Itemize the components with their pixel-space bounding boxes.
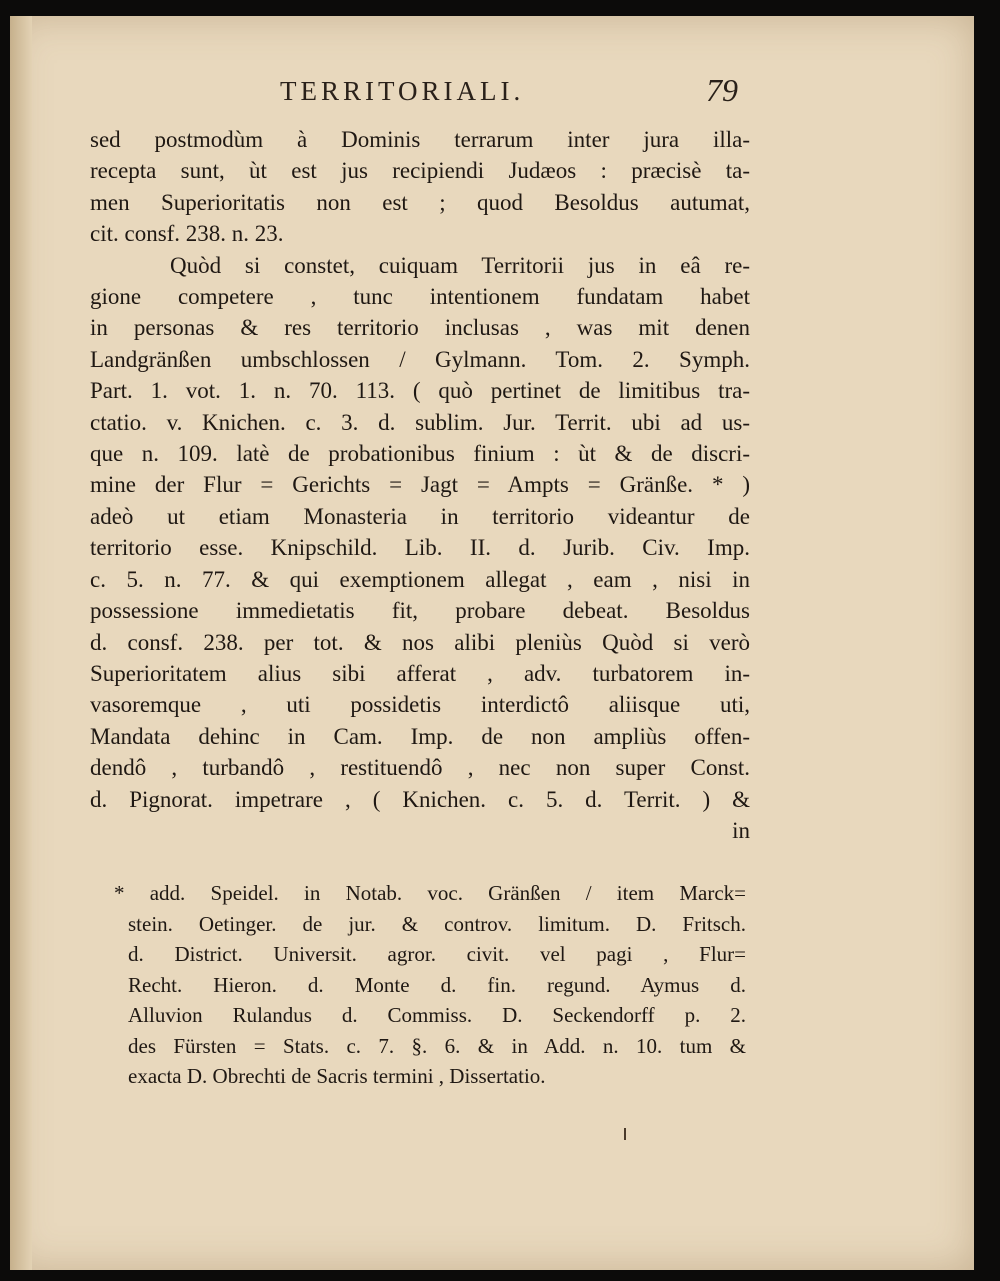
footnote-line: des Fürsten = Stats. c. 7. §. 6. & in Add. n. 10. tum & [128,1033,746,1058]
book-page [10,16,974,1270]
ink-speck [624,1128,626,1140]
text-line: Part. 1. vot. 1. n. 70. 113. ( quò pertinet de limitibus tra- [90,378,750,404]
main-text-block [90,124,750,846]
catchword: in [732,817,750,843]
text-line: recepta sunt, ùt est jus recipiendi Judæos : præcisè ta- [90,158,750,184]
page-gutter [10,16,32,1270]
text-line: Mandata dehinc in Cam. Imp. de non ampliùs offen- [90,723,750,749]
footnote-line: exacta D. Obrechti de Sacris termini , Dissertatio. [128,1064,546,1088]
text-line: gione competere , tunc intentionem fundatam habet [90,284,750,310]
text-line: in personas & res territorio inclusas , was mit denen [90,315,750,341]
text-line: dendô , turbandô , restituendô , nec non super Const. [90,755,750,781]
text-line: men Superioritatis non est ; quod Besoldus autumat, [90,189,750,215]
footnote-line: Alluvion Rulandus d. Commiss. D. Seckendorff p. 2. [128,1003,746,1027]
text-line: adeò ut etiam Monasteria in territorio videantur de [90,503,750,529]
text-line: cit. consf. 238. n. 23. [90,221,284,247]
text-line: Quòd si constet, cuiquam Territorii jus in eâ re- [170,252,750,278]
text-line: d. Pignorat. impetrare , ( Knichen. c. 5. d. Territ. ) & [90,786,750,812]
footnote-line: Recht. Hieron. d. Monte d. fin. regund. Aymus d. [128,972,746,997]
footnote-line: stein. Oetinger. de jur. & controv. limitum. D. Fritsch. [128,911,746,936]
text-line: sed postmodùm à Dominis terrarum inter jura illa- [90,127,750,152]
text-line: c. 5. n. 77. & qui exemptionem allegat , eam , nisi in [90,566,750,592]
page-number: 79 [706,72,738,108]
text-line: d. consf. 238. per tot. & nos alibi pleniùs Quòd si verò [90,629,750,655]
running-head: TERRITORIALI. [280,76,525,106]
footnote-line: * add. Speidel. in Notab. voc. Gränßen / item Marck= [114,881,746,905]
text-line: que n. 109. latè de probationibus finium : ùt & de discri- [90,441,750,467]
footnote-line: d. District. Universit. agror. civit. vel pagi , Flur= [128,942,746,966]
text-line: Landgränßen umbschlossen / Gylmann. Tom. 2. Symph. [90,346,750,372]
footnote-block [114,878,746,1092]
text-line: ctatio. v. Knichen. c. 3. d. sublim. Jur. Territ. ubi ad us- [90,409,750,435]
text-line: vasoremque , uti possidetis interdictô aliisque uti, [90,692,750,718]
text-line: possessione immedietatis fit, probare debeat. Besoldus [90,598,750,624]
text-line: mine der Flur = Gerichts = Jagt = Ampts = Gränße. * ) [90,472,750,498]
text-line: territorio esse. Knipschild. Lib. II. d. Jurib. Civ. Imp. [90,535,750,561]
text-line: Superioritatem alius sibi afferat , adv. turbatorem in- [90,660,750,686]
